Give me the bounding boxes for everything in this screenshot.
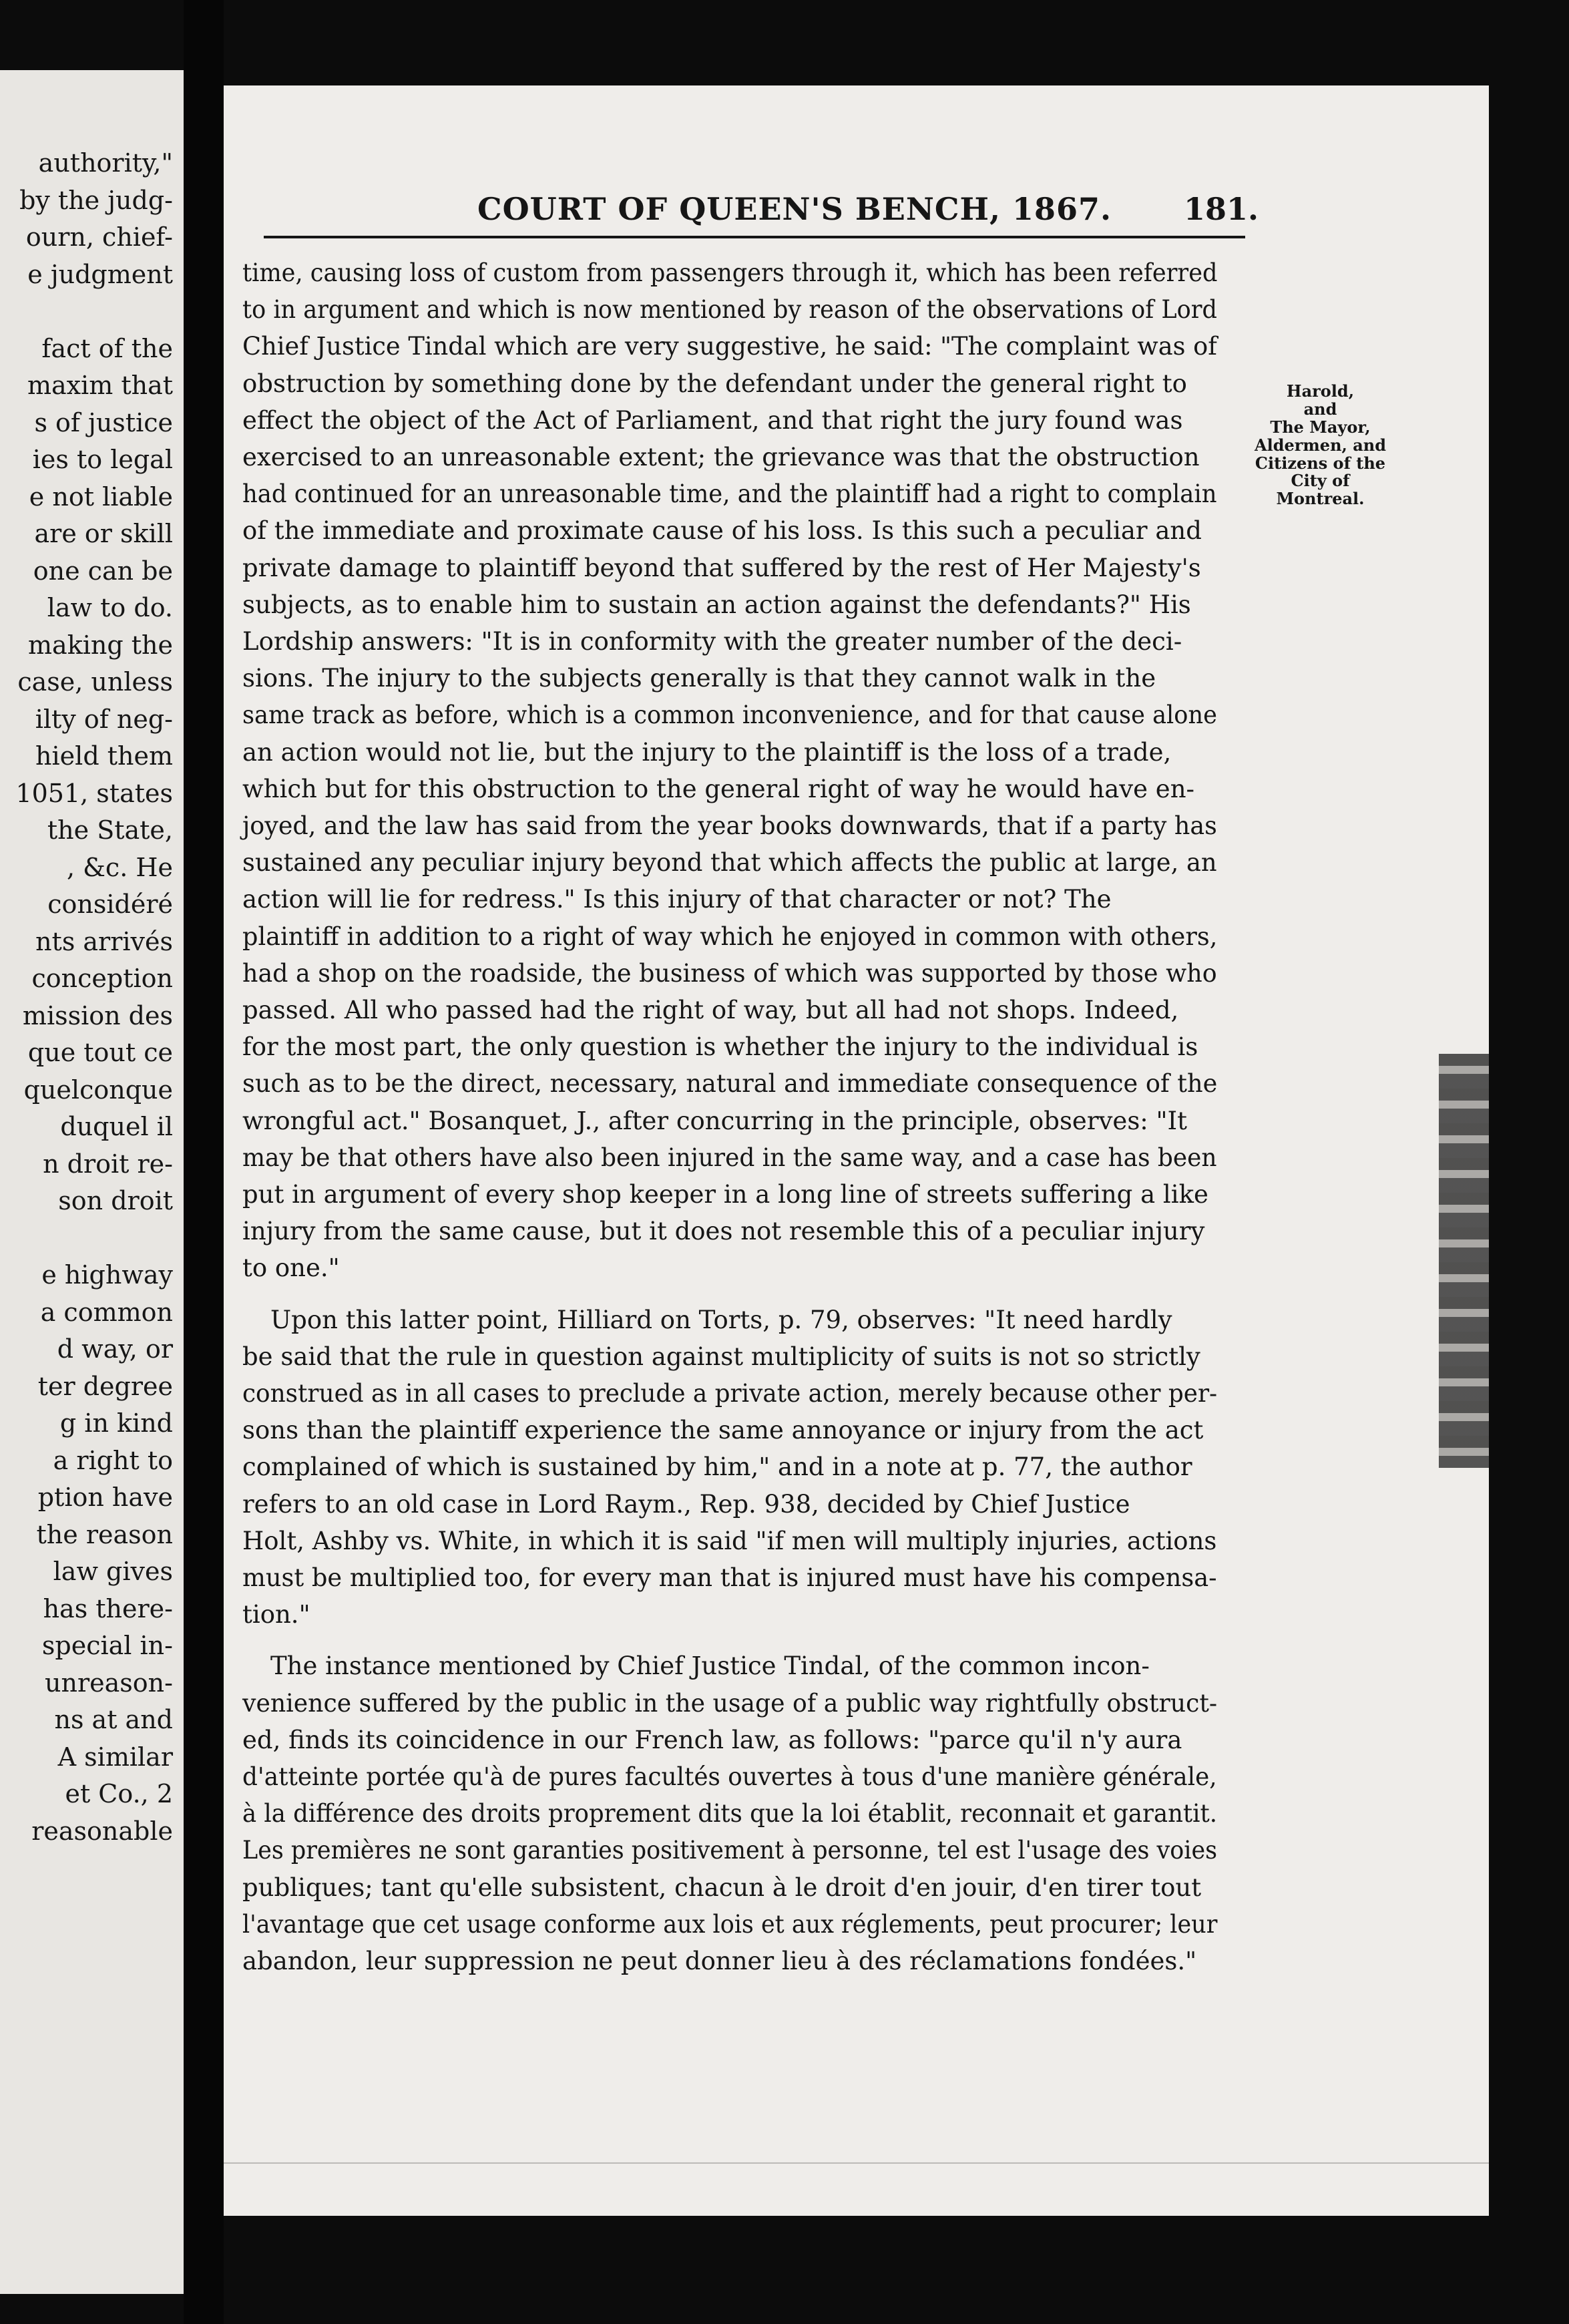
page-number: 181. xyxy=(1184,191,1259,227)
text-line: for the most part, the only question is whether the injury to the individual is xyxy=(242,1032,1198,1062)
text-line: time, causing loss of custom from passengers through it, which has been referred xyxy=(242,258,1218,287)
left-page-line: ption have xyxy=(37,1483,173,1512)
left-page-line: are or skill xyxy=(34,519,173,548)
left-page-line: considéré xyxy=(47,890,173,919)
text-line: of the immediate and proximate cause of his loss. Is this such a peculiar and xyxy=(242,516,1202,546)
left-page-line: a common xyxy=(40,1297,173,1327)
left-page-line: d way, or xyxy=(57,1334,173,1364)
left-page-line: mission des xyxy=(22,1000,173,1030)
text-line: joyed, and the law has said from the year books downwards, that if a party has xyxy=(242,811,1217,840)
margin-note-line: Aldermen, and xyxy=(1254,435,1387,455)
margin-note-line: The Mayor, xyxy=(1270,417,1371,437)
left-page-line: que tout ce xyxy=(27,1038,173,1067)
text-line: sons than the plaintiff experience the same annoyance or injury from the act xyxy=(242,1416,1204,1445)
left-page-line: quelconque xyxy=(23,1075,173,1105)
left-page-line: duquel il xyxy=(60,1112,173,1141)
left-page-line: A similar xyxy=(57,1742,173,1772)
text-line: Holt, Ashby vs. White, in which it is said "if men will multiply injuries, actions xyxy=(242,1526,1217,1555)
text-line: complained of which is sustained by him," and in a note at p. 77, the author xyxy=(242,1452,1192,1482)
margin-note-line: City of xyxy=(1291,471,1350,491)
left-facing-page xyxy=(0,70,184,2294)
text-line: sions. The injury to the subjects generally is that they cannot walk in the xyxy=(242,664,1156,693)
left-page-line: s of justice xyxy=(34,407,173,437)
left-page-line: one can be xyxy=(33,556,173,586)
left-page-line: making the xyxy=(28,630,173,660)
text-line: such as to be the direct, necessary, natural and immediate consequence of the xyxy=(242,1069,1218,1099)
left-page-line: fact of the xyxy=(41,333,173,363)
text-line: ed, finds its coincidence in our French law, as follows: "parce qu'il n'y aura xyxy=(242,1725,1182,1754)
left-page-line: conception xyxy=(31,964,173,993)
left-page-line: nts arrivés xyxy=(35,926,173,956)
left-page-line: special in- xyxy=(41,1631,173,1660)
text-line: venience suffered by the public in the usage of a public way rightfully obstruct- xyxy=(242,1688,1218,1718)
text-line: sustained any peculiar injury beyond that which affects the public at large, an xyxy=(242,848,1217,878)
text-line: refers to an old case in Lord Raym., Rep. 938, decided by Chief Justice xyxy=(242,1489,1130,1519)
text-line: The instance mentioned by Chief Justice Tindal, of the common incon- xyxy=(270,1652,1150,1681)
text-line: private damage to plaintiff beyond that suffered by the rest of Her Majesty's xyxy=(242,553,1201,582)
book-gutter xyxy=(184,0,224,2324)
left-page-line: e highway xyxy=(41,1260,173,1290)
left-page-line: the reason xyxy=(36,1519,173,1549)
left-page-line: case, unless xyxy=(17,667,173,697)
margin-note-line: Citizens of the xyxy=(1255,453,1386,473)
left-page-line: ies to legal xyxy=(32,445,173,474)
left-page-line: son droit xyxy=(58,1186,173,1215)
left-page-line: has there- xyxy=(43,1593,173,1623)
bottom-rule xyxy=(224,2162,1489,2164)
margin-case-note xyxy=(1232,383,1409,508)
left-page-line: hield them xyxy=(35,741,173,771)
running-title: COURT OF QUEEN'S BENCH, 1867. xyxy=(477,191,1112,227)
text-line: to in argument and which is now mentioned by reason of the observations of Lord xyxy=(242,295,1217,325)
left-page-line: by the judg- xyxy=(19,185,173,215)
margin-note-line: Montreal. xyxy=(1276,489,1365,509)
text-line: Lordship answers: "It is in conformity with the greater number of the deci- xyxy=(242,627,1182,656)
text-line: had continued for an unreasonable time, and the plaintiff had a right to complain xyxy=(242,479,1217,509)
text-line: wrongful act." Bosanquet, J., after concurring in the principle, observes: "It xyxy=(242,1106,1188,1135)
text-line: injury from the same cause, but it does not resemble this of a peculiar injury xyxy=(242,1217,1205,1246)
text-line: construed as in all cases to preclude a private action, merely because other per- xyxy=(242,1379,1218,1408)
left-page-line: reasonable xyxy=(31,1816,173,1846)
text-line: an action would not lie, but the injury to the plaintiff is the loss of a trade, xyxy=(242,737,1172,767)
text-line: publiques; tant qu'elle subsistent, chacun à le droit d'en jouir, d'en tirer tout xyxy=(242,1873,1202,1902)
text-line: had a shop on the roadside, the business of which was supported by those who xyxy=(242,958,1217,988)
text-line: be said that the rule in question against multiplicity of suits is not so strictly xyxy=(242,1342,1200,1371)
text-line: abandon, leur suppression ne peut donner lieu à des réclamations fondées." xyxy=(242,1947,1197,1975)
left-page-line: unreason- xyxy=(45,1668,173,1698)
header-rule xyxy=(264,236,1245,238)
text-line: l'avantage que cet usage conforme aux lois et aux réglements, peut procurer; leur xyxy=(242,1909,1218,1939)
left-page-line: ter degree xyxy=(37,1371,173,1401)
text-line: action will lie for redress." Is this injury of that character or not? The xyxy=(242,885,1112,914)
text-line: Chief Justice Tindal which are very suggestive, he said: "The complaint was of xyxy=(242,332,1217,361)
left-page-line: n droit re- xyxy=(43,1149,173,1179)
text-line: which but for this obstruction to the general right of way he would have en- xyxy=(242,774,1195,803)
left-page-line: e judgment xyxy=(27,259,173,289)
left-page-line: e not liable xyxy=(29,481,173,512)
left-page-line: , &c. He xyxy=(66,852,173,882)
left-page-line: ourn, chief- xyxy=(25,222,173,252)
left-page-line: g in kind xyxy=(59,1408,173,1438)
text-line: put in argument of every shop keeper in a long line of streets suffering a like xyxy=(242,1180,1208,1209)
main-page xyxy=(224,85,1489,2216)
text-line: subjects, as to enable him to sustain an action against the defendants?" His xyxy=(242,590,1191,619)
left-page-line: ilty of neg- xyxy=(35,704,173,734)
text-line: Upon this latter point, Hilliard on Torts, p. 79, observes: "It need hardly xyxy=(270,1305,1172,1334)
running-header xyxy=(224,191,1489,231)
left-page-line: law to do. xyxy=(47,593,173,622)
text-line: plaintiff in addition to a right of way which he enjoyed in common with others, xyxy=(242,922,1218,951)
left-page-line: maxim that xyxy=(27,371,173,400)
text-line: passed. All who passed had the right of way, but all had not shops. Indeed, xyxy=(242,996,1179,1024)
text-line: same track as before, which is a common inconvenience, and for that cause alone xyxy=(242,701,1217,730)
text-line: Les premières ne sont garanties positivement à personne, tel est l'usage des voies xyxy=(242,1836,1218,1865)
text-line: tion." xyxy=(242,1600,310,1629)
scan-edge-artifact xyxy=(1439,1054,1489,1468)
left-page-line: authority," xyxy=(38,148,173,178)
text-line: must be multiplied too, for every man that is injured must have his compensa- xyxy=(242,1563,1217,1592)
margin-note-line: and xyxy=(1303,399,1337,419)
left-page-line: law gives xyxy=(53,1557,173,1586)
text-line: à la différence des droits proprement dits que la loi établit, reconnait et garantit. xyxy=(242,1799,1217,1828)
left-page-line: et Co., 2 xyxy=(65,1779,173,1808)
left-page-line: a right to xyxy=(53,1445,173,1475)
left-page-line: ns at and xyxy=(54,1705,173,1734)
text-line: exercised to an unreasonable extent; the grievance was that the obstruction xyxy=(242,443,1200,471)
text-line: may be that others have also been injured in the same way, and a case has been xyxy=(242,1143,1217,1172)
text-line: obstruction by something done by the defendant under the general right to xyxy=(242,369,1187,398)
text-line: effect the object of the Act of Parliament, and that right the jury found was xyxy=(242,405,1183,435)
margin-note-line: Harold, xyxy=(1286,381,1355,401)
left-page-line: 1051, states xyxy=(15,778,173,808)
text-line: to one." xyxy=(242,1253,340,1283)
text-line: d'atteinte portée qu'à de pures facultés ouvertes à tous d'une manière générale, xyxy=(242,1762,1217,1791)
left-page-line: the State, xyxy=(47,815,173,845)
